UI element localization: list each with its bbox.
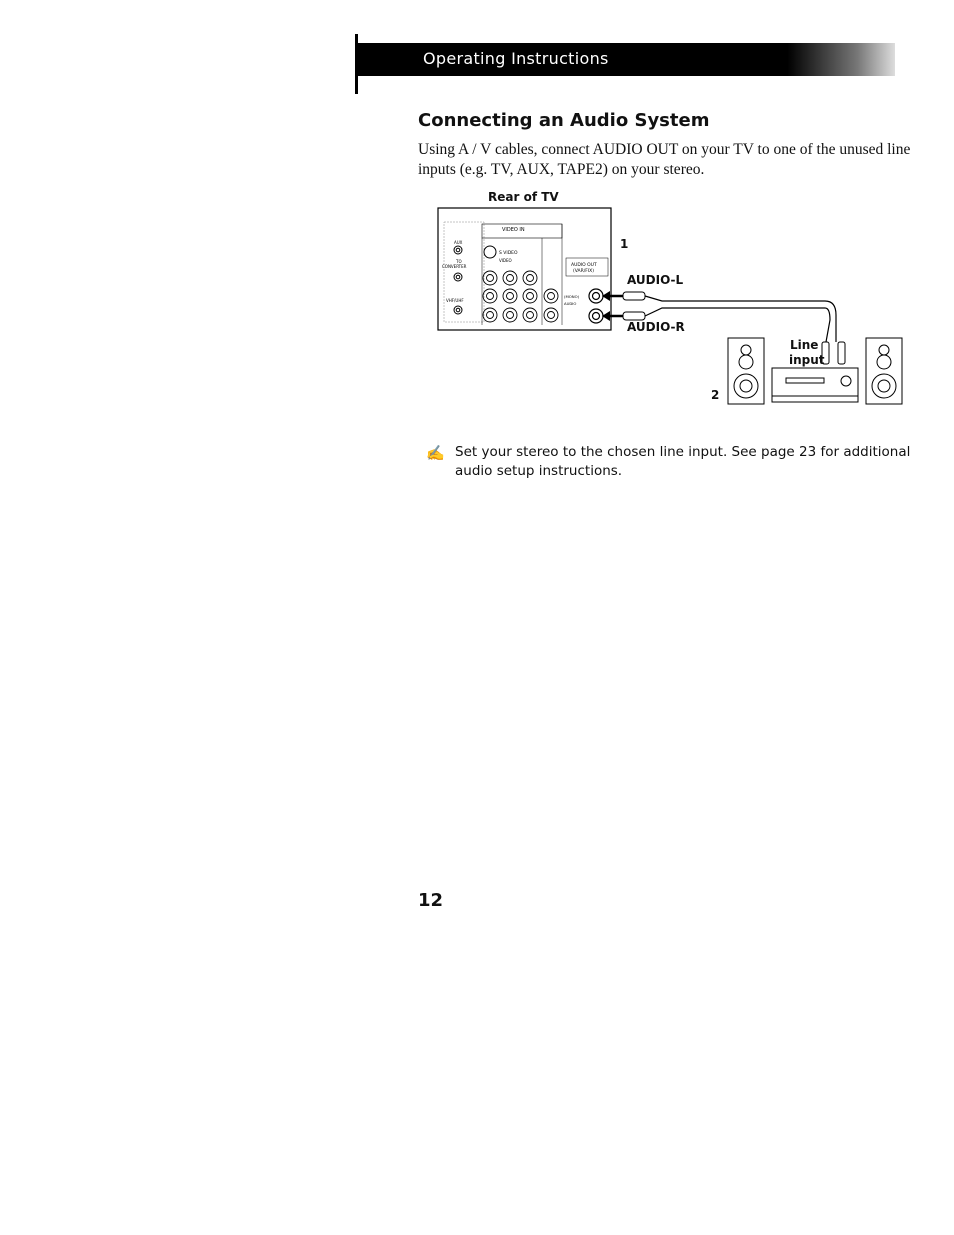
panel-audio-label: AUDIO: [564, 301, 577, 306]
page-number: 12: [418, 890, 444, 911]
panel-aux-label: AUX: [454, 240, 463, 245]
left-speaker: [728, 338, 764, 404]
right-speaker: [866, 338, 902, 404]
panel-mono-label: (MONO): [564, 294, 580, 299]
connection-diagram: [430, 200, 910, 415]
note-text: Set your stereo to the chosen line input. See page 23 for additional audio setup instructions.: [455, 444, 911, 479]
audio-cable: [645, 296, 836, 342]
header-title: Operating Instructions: [423, 49, 609, 68]
rear-of-tv-label: Rear of TV: [488, 190, 559, 204]
panel-var-fix-label: (VAR/FIX): [573, 269, 595, 274]
note-pencil-icon: ✍: [426, 445, 445, 462]
panel-video-label: VIDEO: [499, 258, 512, 263]
panel-converter-label: CONVERTER: [442, 264, 467, 269]
step-1-label: 1: [620, 237, 629, 251]
audio-r-label: AUDIO-R: [627, 320, 685, 334]
audio-l-label: AUDIO-L: [627, 273, 684, 287]
panel-video-in-label: VIDEO IN: [502, 227, 525, 233]
panel-vhf-uhf-label: VHF/UHF: [446, 298, 464, 303]
line-input-label-1: Line: [790, 338, 819, 352]
rca-plugs: [623, 292, 645, 320]
panel-to-label: TO: [456, 259, 462, 264]
panel-s-video-label: S VIDEO: [499, 251, 518, 256]
step-2-label: 2: [711, 388, 720, 402]
stereo-receiver: [772, 368, 858, 402]
body-paragraph: Using A / V cables, connect AUDIO OUT on your TV to one of the unused line inputs (e.g. TV, AUX, TAPE2) on your stereo.: [418, 141, 911, 178]
line-input-plugs: [822, 342, 845, 364]
line-input-label-2: input: [789, 353, 825, 367]
section-title: Connecting an Audio System: [418, 110, 710, 131]
panel-audio-out-label: AUDIO OUT: [571, 263, 597, 268]
